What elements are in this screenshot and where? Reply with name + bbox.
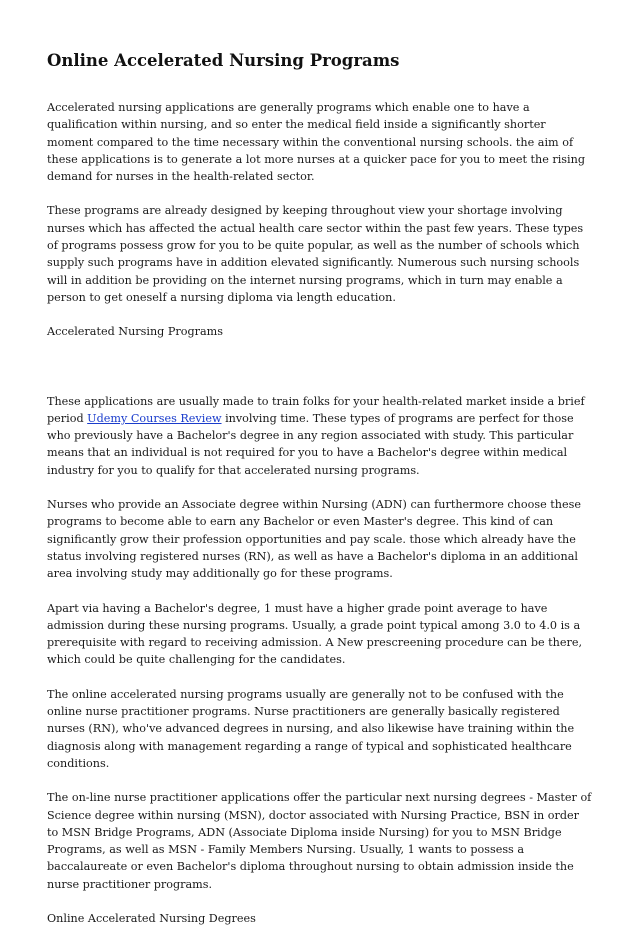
page-title: Online Accelerated Nursing Programs	[47, 51, 400, 70]
section-heading-online-degrees: Online Accelerated Nursing Degrees	[47, 911, 256, 925]
paragraph-training-text-end: involving time. These types of programs are perfect for those who previously have a Bachelor's degree in any region associated with study. This particular means that an individual is not required for you to have a Bachelor's degree within medical industry for you to qualify for that accelerated nursing programs.	[47, 411, 574, 477]
paragraph-admission: Apart via having a Bachelor's degree, 1 must have a higher grade point average to have admission during these nursing programs. Usually, a grade point typical among 3.0 to 4.0 is a prerequisite with regard to receiving admission. A New prescreening procedure can be there, which could be quite challenging for the candidates.	[47, 601, 583, 667]
paragraph-training	[47, 393, 593, 479]
paragraph-degrees-offered: The on-line nurse practitioner applications offer the particular next nursing degrees - Master of Science degree within nursing (MSN), doctor associated with Nursing Practice, BSN in order to MSN Bridge Programs, ADN (Associate Diploma inside Nursing) for you to MSN Bridge Programs, as well as MSN - Family Members Nursing. Usually, 1 wants to possess a baccalaureate or even Bachelor's diploma throughout nursing to obtain admission inside the nurse practitioner programs.	[47, 791, 592, 891]
paragraph-adn: Nurses who provide an Associate degree within Nursing (ADN) can furthermore choose these programs to become able to earn any Bachelor or even Master's degree. This kind of can significantly grow their profession opportunities and pay scale. those which already have the status involving registered nurses (RN), as well as have a Bachelor's diploma in an additional area involving study may additionally go for these programs.	[47, 498, 581, 581]
paragraph-intro: Accelerated nursing applications are generally programs which enable one to have a qualification within nursing, and so enter the medical field inside a significantly shorter moment compared to the time necessary within the conventional nursing schools. the aim of these applications is to generate a lot more nurses at a quicker pace for you to meet the rising demand for nurses in the health-related sector.	[47, 101, 585, 184]
section-heading-accelerated-programs: Accelerated Nursing Programs	[47, 325, 224, 339]
blank-space	[47, 358, 593, 393]
paragraph-training-text-start: These applications are usually made to train folks for your health-related market inside a brief period	[47, 394, 585, 425]
paragraph-nurse-practitioner: The online accelerated nursing programs usually are generally not to be confused with the online nurse practitioner programs. Nurse practitioners are generally basically registered nurses (RN), who've advanced degrees in nursing, and also likewise have training within the diagnosis along with management regarding a range of typical and sophisticated healthcare conditions.	[47, 687, 575, 770]
paragraph-shortage: These programs are already designed by keeping throughout view your shortage involving nurses which has affected the actual health care sector within the past few years. These types of programs possess grow for you to be quite popular, as well as the number of schools which supply such programs have in addition elevated significantly. Numerous such nursing schools will in addition be providing on the internet nursing programs, which in turn may enable a person to get oneself a nursing diploma via length education.	[47, 204, 584, 304]
udemy-courses-review-link[interactable]: Udemy Courses Review	[87, 411, 222, 425]
document-page	[47, 50, 593, 944]
